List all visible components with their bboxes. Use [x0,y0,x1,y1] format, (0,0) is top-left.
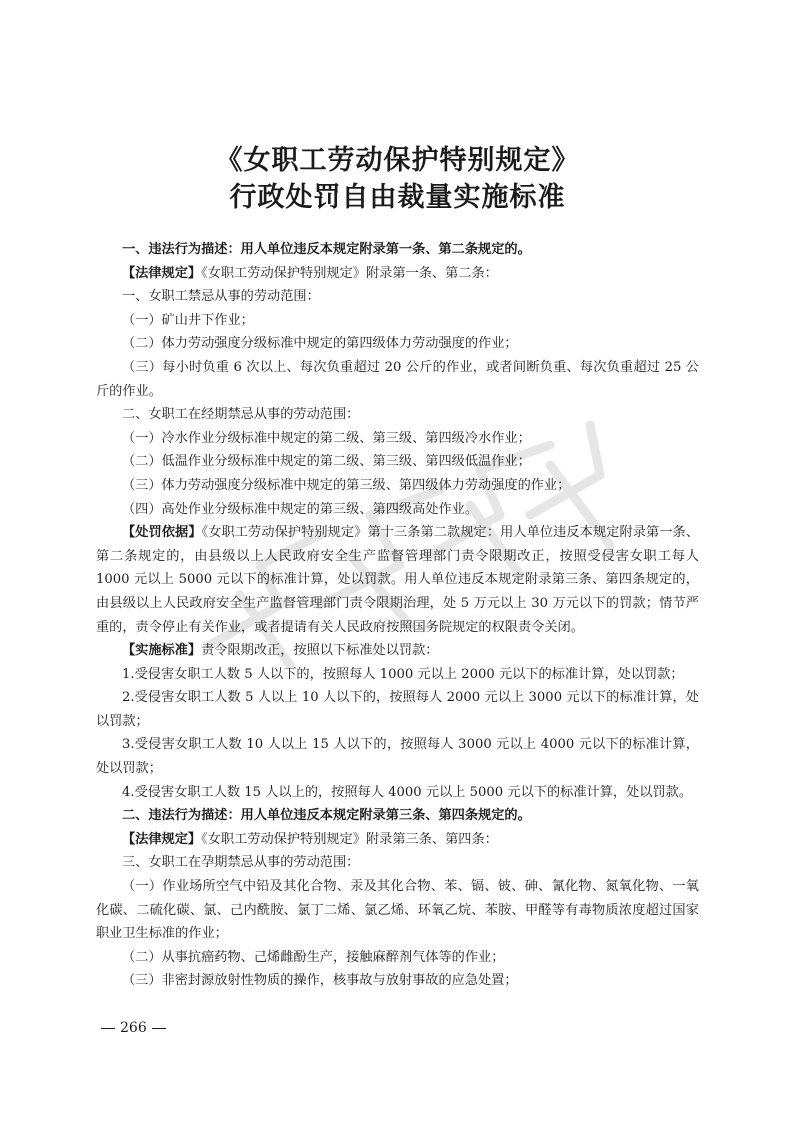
title-line-2: 行政处罚自由裁量实施标准 [229,182,566,213]
paragraph [96,262,699,286]
paragraph [96,969,699,993]
paragraph [96,474,699,498]
paragraph-text: （二）体力劳动强度分级标准中规定的第四级体力劳动强度的作业； [122,336,518,352]
paragraph [96,946,699,970]
paragraph-text: 《女职工劳动保护特别规定》附录第三条、第四条： [201,831,498,847]
paragraph [96,521,699,639]
paragraph [96,332,699,356]
section-heading [96,238,699,262]
section-heading [96,804,699,828]
title-line-1: 《女职工劳动保护特别规定》 [215,145,580,176]
paragraph-text: （一）矿山井下作业； [122,312,254,328]
paragraph [96,875,699,946]
paragraph-text: 一、女职工禁忌从事的劳动范围： [122,289,320,305]
paragraph-label: 【法律规定】 [122,265,202,281]
paragraph [96,663,699,687]
paragraph-text: 《女职工劳动保护特别规定》附录第一条、第二条： [201,265,498,281]
paragraph [96,686,699,733]
document-body [96,238,699,993]
paragraph-text: 4.受侵害女职工人数 15 人以上的，按照每人 4000 元以上 5000 元以下的标准计算，处以罚款。 [122,784,693,800]
paragraph [96,356,699,403]
paragraph-text: （三）每小时负重 6 次以上、每次负重超过 20 公斤的作业，或者间断负重、每次负重超过 25 公斤的作业。 [96,359,699,399]
paragraph-label: 【实施标准】 [122,643,202,659]
paragraph-text: 《女职工劳动保护特别规定》第十三条第二款规定：用人单位违反本规定附录第一条、第二条规定的，由县级以上人民政府安全生产监督管理部门责令限期改正，按照受侵害女职工每人 1000 元以上 5000 元以下的标准计算，处以罚款。用人单位违反本规定附录第三条、第四条规定的，由县级以上人民政府安全生产监督管理部门责令限期治理，处 5 万元以上 30 万元以下的罚款；情节严重的，责令停止有关作业，或者提请有关人民政府按照国务院规定的权限责令关闭。 [96,525,699,635]
paragraph [96,498,699,522]
paragraph [96,733,699,780]
footer-dash-left [101,1028,115,1029]
paragraph [96,403,699,427]
paragraph-label: 【法律规定】 [122,831,202,847]
page-footer [96,1018,171,1038]
paragraph [96,639,699,663]
paragraph-label: 【处罚依据】 [122,525,202,541]
paragraph [96,427,699,451]
paragraph-text: （二）低温作业分级标准中规定的第二级、第三级、第四级低温作业； [122,454,531,470]
paragraph [96,450,699,474]
paragraph [96,828,699,852]
paragraph-text: （四）高处作业分级标准中规定的第三级、第四级高处作业。 [122,501,479,517]
paragraph-text: （一）作业场所空气中铅及其化合物、汞及其化合物、苯、镉、铍、砷、氰化物、氮氧化物、一氧化碳、二硫化碳、氯、己内酰胺、氯丁二烯、氯乙烯、环氧乙烷、苯胺、甲醛等有毒物质浓度超过国家职业卫生标准的作业； [96,879,699,942]
paragraph-text: 三、女职工在孕期禁忌从事的劳动范围： [122,855,360,871]
paragraph-text: 1.受侵害女职工人数 5 人以下的，按照每人 1000 元以上 2000 元以下的标准计算，处以罚款； [122,666,684,682]
footer-dash-right [152,1028,166,1029]
paragraph [96,309,699,333]
paragraph-text: 二、女职工在经期禁忌从事的劳动范围： [122,407,360,423]
paragraph [96,285,699,309]
page-number: 266 [120,1020,147,1036]
paragraph-text: （一）冷水作业分级标准中规定的第二级、第三级、第四级冷水作业； [122,430,531,446]
paragraph [96,851,699,875]
paragraph-text: 2.受侵害女职工人数 5 人以上 10 人以下的，按照每人 2000 元以上 3000 元以下的标准计算，处以罚款； [96,690,699,729]
paragraph-text: 二、违法行为描述：用人单位违反本规定附录第三条、第四条规定的。 [122,808,531,824]
paragraph-text: （三）非密封源放射性物质的操作，核事故与放射事故的应急处置； [122,973,518,989]
paragraph-text: 一、违法行为描述：用人单位违反本规定附录第一条、第二条规定的。 [122,242,531,257]
paragraph-text: 责令限期改正，按照以下标准处以罚款： [201,643,439,659]
paragraph-text: （三）体力劳动强度分级标准中规定的第三级、第四级体力劳动强度的作业； [122,477,571,493]
paragraph-text: （二）从事抗癌药物、己烯雌酚生产，接触麻醉剂气体等的作业； [122,949,505,965]
document-title [96,142,699,216]
paragraph-text: 3.受侵害女职工人数 10 人以上 15 人以下的，按照每人 3000 元以上 4000 元以下的标准计算，处以罚款； [96,737,699,777]
paragraph [96,781,699,805]
